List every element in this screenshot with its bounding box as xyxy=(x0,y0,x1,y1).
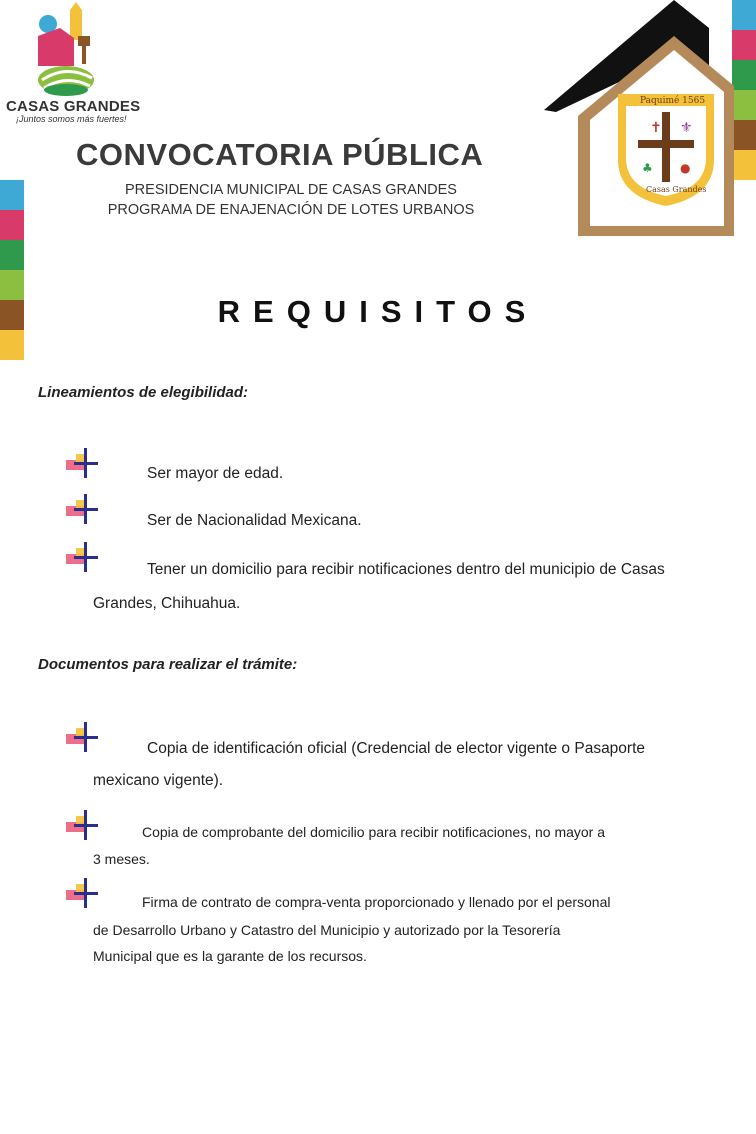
bullet-cross-icon xyxy=(62,878,102,910)
eligibility-item-3-line1: Tener un domicilio para recibir notificaciones dentro del municipio de Casas xyxy=(147,561,665,578)
documents-item-2-line2: 3 meses. xyxy=(93,851,150,867)
bullet-cross-icon xyxy=(62,542,102,574)
eligibility-item-1: Ser mayor de edad. xyxy=(147,465,284,482)
svg-text:✝: ✝ xyxy=(650,120,662,136)
page-title: CONVOCATORIA PÚBLICA xyxy=(76,137,484,172)
eligibility-title: Lineamientos de elegibilidad: xyxy=(38,384,249,401)
documents-item-3-line3: Municipal que es la garante de los recursos. xyxy=(93,948,367,964)
documents-item-3-line1: Firma de contrato de compra-venta proporcionado y llenado por el personal xyxy=(142,894,611,910)
bullet-cross-icon xyxy=(62,810,102,842)
documents-title: Documentos para realizar el trámite: xyxy=(38,656,298,673)
right-color-strip xyxy=(732,0,756,180)
seal-bottom-text: Casas Grandes xyxy=(646,185,707,194)
svg-text:●: ● xyxy=(680,161,691,175)
requisitos-heading: REQUISITOS xyxy=(217,294,539,329)
svg-text:⚜: ⚜ xyxy=(680,120,693,136)
subtitle-1: PRESIDENCIA MUNICIPAL DE CASAS GRANDES xyxy=(125,182,457,198)
documents-item-1-line1: Copia de identificación oficial (Credencial de elector vigente o Pasaporte xyxy=(147,740,646,757)
eligibility-item-2: Ser de Nacionalidad Mexicana. xyxy=(147,512,362,529)
documents-item-1-line2: mexicano vigente). xyxy=(93,772,224,789)
bullet-cross-icon xyxy=(62,494,102,526)
logo-name: CASAS GRANDES xyxy=(6,98,141,115)
bullet-cross-icon xyxy=(62,448,102,480)
documents-item-2-line1: Copia de comprobante del domicilio para recibir notificaciones, no mayor a xyxy=(142,824,606,840)
house-seal-icon xyxy=(544,0,734,236)
subtitle-2: PROGRAMA DE ENAJENACIÓN DE LOTES URBANOS xyxy=(107,202,475,218)
eligibility-item-3-line2: Grandes, Chihuahua. xyxy=(93,595,241,612)
logo-slogan: ¡Juntos somos más fuertes! xyxy=(16,114,127,124)
svg-text:♣: ♣ xyxy=(642,161,653,175)
seal-top-text: Paquimé 1565 xyxy=(640,96,706,106)
bullet-cross-icon xyxy=(62,722,102,754)
documents-item-3-line2: de Desarrollo Urbano y Catastro del Municipio y autorizado por la Tesorería xyxy=(93,922,561,938)
casas-grandes-logo-icon xyxy=(30,2,120,98)
